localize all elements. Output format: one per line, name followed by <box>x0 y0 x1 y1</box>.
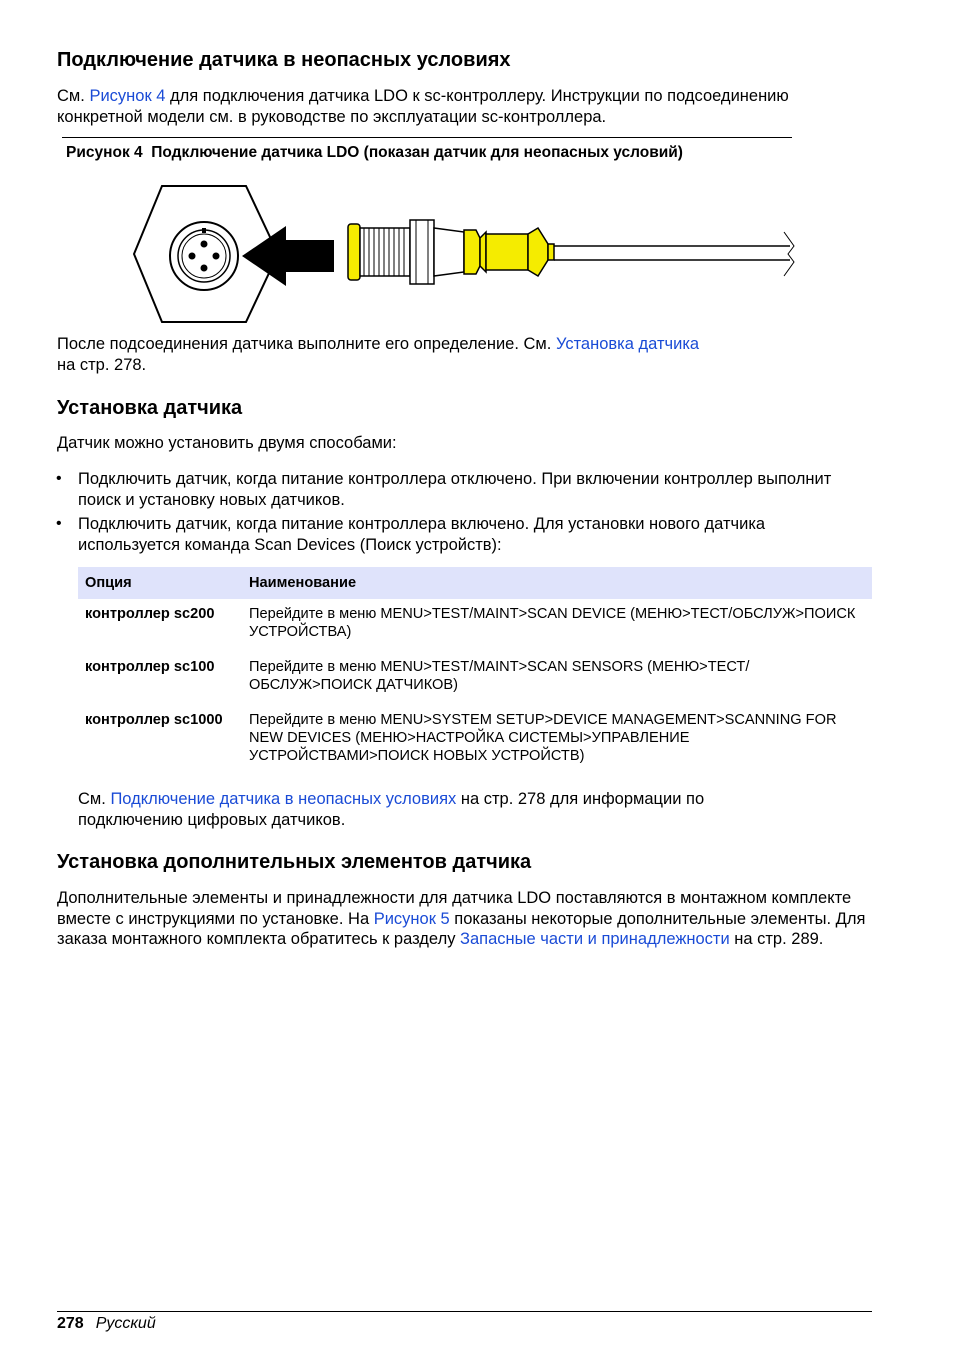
figure-caption-number: Рисунок 4 <box>66 144 143 161</box>
paragraph-connection-intro: См. Рисунок 4 для подключения датчика LDO к sc-контроллеру. Инструкции по подсоединению конкретной модели см. в руководстве по эксплуатации sc-контроллера. <box>57 87 789 126</box>
paragraph-after-connection: После подсоединения датчика выполните его определение. См. Установка датчика на стр. 278. <box>57 335 700 374</box>
table-cell-option: контроллер sc100 <box>85 659 215 675</box>
table-row <box>78 652 872 705</box>
section-heading-nonhazardous-connection: Подключение датчика в неопасных условиях <box>57 49 511 71</box>
list-item: Подключить датчик, когда питание контроллера включено. Для установки нового датчика используется команда Scan Devices (Поиск устройств): <box>78 515 766 554</box>
table-header-description: Наименование <box>242 567 872 599</box>
link-figure-5[interactable]: Рисунок 5 <box>373 909 450 928</box>
paragraph-installation-intro: Датчик можно установить двумя способами: <box>57 434 397 452</box>
table-header-option: Опция <box>78 567 242 599</box>
table-row <box>78 705 872 776</box>
table-row <box>78 599 872 652</box>
table-cell-option: контроллер sc1000 <box>85 712 223 728</box>
table-cell-option: контроллер sc200 <box>85 606 215 622</box>
page-number: 278 <box>57 1315 84 1332</box>
bullet-marker: • <box>56 515 62 532</box>
figure-ldo-connector-illustration <box>130 182 800 326</box>
footer-rule <box>57 1311 872 1312</box>
table-cell-description: Перейдите в меню MENU>TEST/MAINT>SCAN SENSORS (МЕНЮ>ТЕСТ/ОБСЛУЖ>ПОИСК ДАТЧИКОВ) <box>249 659 750 693</box>
connector-plug <box>348 220 794 284</box>
paragraph-see-connection: См. Подключение датчика в неопасных условиях на стр. 278 для информации по подключению цифровых датчиков. <box>78 790 705 829</box>
list-item: Подключить датчик, когда питание контроллера отключено. При включении контроллер выполнит поиск и установку новых датчиков. <box>78 470 832 509</box>
section-heading-additional-elements: Установка дополнительных элементов датчика <box>57 851 532 873</box>
table-cell-description: Перейдите в меню MENU>SYSTEM SETUP>DEVICE MANAGEMENT>SCANNING FOR NEW DEVICES (МЕНЮ>НАСТРОЙКА СИСТЕМЫ>УПРАВЛЕНИЕ УСТРОЙСТВАМИ>ПОИСК НОВЫХ УСТРОЙСТВ) <box>249 712 837 764</box>
footer-language: Русский <box>95 1315 156 1332</box>
section-heading-sensor-installation: Установка датчика <box>57 397 243 419</box>
link-nonhazardous-connection[interactable]: Подключение датчика в неопасных условиях <box>110 790 457 808</box>
link-spare-parts[interactable]: Запасные части и принадлежности <box>460 930 730 948</box>
link-figure-4[interactable]: Рисунок 4 <box>89 87 166 105</box>
figure-caption-text: Подключение датчика LDO (показан датчик для неопасных условий) <box>151 144 683 161</box>
page-footer <box>57 1314 156 1334</box>
table-header-row <box>78 567 872 599</box>
bullet-marker: • <box>56 470 62 487</box>
table-cell-description: Перейдите в меню MENU>TEST/MAINT>SCAN DEVICE (МЕНЮ>ТЕСТ/ОБСЛУЖ>ПОИСК УСТРОЙСТВА) <box>249 606 856 640</box>
link-sensor-installation[interactable]: Установка датчика <box>555 335 700 353</box>
figure-top-rule <box>62 137 792 138</box>
figure-caption <box>66 143 683 163</box>
scan-devices-table <box>78 567 872 776</box>
paragraph-additional-elements: Дополнительные элементы и принадлежности для датчика LDO поставляются в монтажном комплекте вместе с инструкциями по установке. На Рисунок 5 показаны некоторые дополнительные элементы. Для заказа монтажного комплекта обратитесь к разделу Запасные части и принадлежности на стр. 289. <box>57 889 866 948</box>
